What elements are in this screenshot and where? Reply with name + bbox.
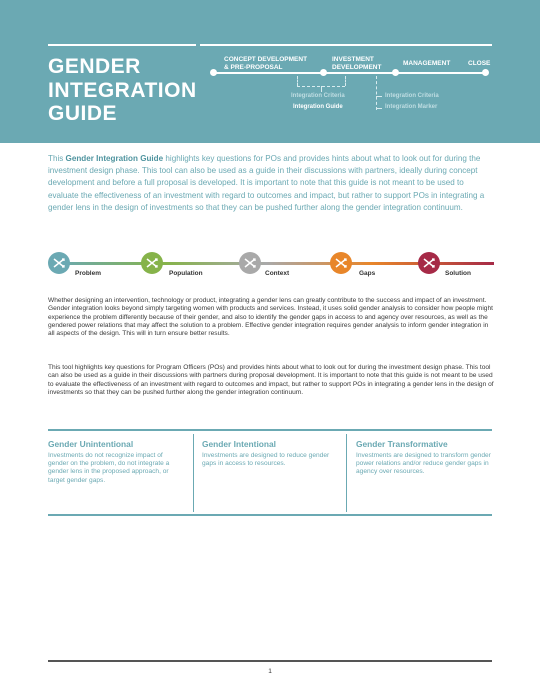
bracket-right [376,76,377,110]
column-title-transformative: Gender Transformative [356,439,448,449]
header-band [0,0,540,143]
sub-label-marker: Integration Marker [385,104,438,110]
column-divider-2 [346,434,347,512]
continuum-node-solution [418,252,440,274]
bracket-left-a [297,76,298,86]
continuum-label-context: Context [265,270,290,277]
bracket-right-h1 [376,96,382,97]
column-text-intentional: Investments are designed to reduce gender gaps in access to resources. [202,452,330,468]
column-text-transformative: Investments are designed to transform gender power relations and/or reduce gender gaps in agency over resources. [356,452,491,476]
column-divider-1 [193,434,194,512]
column-title-intentional: Gender Intentional [202,439,276,449]
title-line-3: GUIDE [48,102,118,125]
sub-label-guide: Integration Guide [293,104,343,110]
continuum-node-problem [48,252,70,274]
footer-rule [48,660,492,662]
cross-arrows-icon [422,256,436,270]
title-line-2: INTEGRATION [48,78,197,102]
sub-label-criteria-left: Integration Criteria [291,93,345,99]
stage-label-investment: INVESTMENT DEVELOPMENT [332,56,382,71]
bracket-right-h2 [376,108,382,109]
sub-label-criteria-right: Integration Criteria [385,93,439,99]
cross-arrows-icon [145,256,159,270]
continuum-node-context [239,252,261,274]
continuum-label-problem: Problem [75,270,102,277]
continuum-label-population: Population [169,270,203,277]
title-rule [48,44,196,46]
stage-dot-management [392,69,399,76]
bracket-left-stem [321,86,322,92]
title-line-1: GENDER [48,55,141,78]
stage-label-management: MANAGEMENT [403,60,451,67]
body-paragraph-2: This tool highlights key questions for Program Officers (POs) and provides hints about what to look out for during the investment design phase. This tool can also be used as a guide in their discussions with partners during proposal development. It is important to note that this guide is not meant to be used to evaluate the effectiveness of an investment with regard to outcomes and impact, but rather to support POs in integrating a gender lens in the design of investments so that they can be pushed further along the gender integration continuum. [48,364,494,396]
stage-dot-concept [210,69,217,76]
column-text-unintentional: Investments do not recognize impact of gender on the problem, do not integrate a gender lens in the proposed approach, or target gender gaps. [48,452,170,484]
column-intentional [202,439,338,468]
column-title-unintentional: Gender Unintentional [48,439,134,449]
cross-arrows-icon [334,256,348,270]
continuum-node-population [141,252,163,274]
stage-timeline [212,72,486,74]
columns-bottom-rule [48,514,492,516]
bracket-left-b [345,76,346,86]
cross-arrows-icon [52,256,66,270]
body-paragraph-1: Whether designing an intervention, technology or product, integrating a gender lens can greatly contribute to the success and impact of an investment. Gender integration looks beyond simply targeting women with products and services. Instead, it uses solid gender analysis to consider how people might experience the problem differently because of their gender, and also to identify the gender gaps in access to and agency over resources, as well as the gendered power relations that may affect the solution to a problem. Effective gender integration requires gender analysis to inform gender integration in all aspects of the design. This will in turn ensure better results. [48,297,493,338]
stage-dot-close [482,69,489,76]
stage-rule [200,44,492,46]
intro-prefix: This [48,154,66,163]
columns-top-rule [48,429,492,431]
column-transformative [356,439,492,477]
stage-label-close: CLOSE [468,60,491,67]
intro-paragraph [48,153,496,214]
continuum-node-gaps [330,252,352,274]
stage-label-concept: CONCEPT DEVELOPMENT & PRE-PROPOSAL [224,56,308,71]
stage-dot-investment [320,69,327,76]
page-number: 1 [268,668,272,675]
continuum-label-gaps: Gaps [359,270,376,277]
page-title [48,55,197,126]
column-unintentional [48,439,184,485]
gender-continuum [48,252,494,282]
intro-rest: highlights key questions for POs and provides hints about what to look out for during the investment design phase. This tool can also be used as a guide in their discussions with partners, ideally during concept development and before a full proposal is developed. It is important to note that this guide is not meant to be used to evaluate the effectiveness of an investment with regard to outcomes and impact, but rather to support POs in integrating a gender lens in the design of investments so that they can be pushed further along the gender integration continuum. [48,154,485,212]
cross-arrows-icon [243,256,257,270]
intro-highlight: Gender Integration Guide [65,154,164,163]
continuum-label-solution: Solution [445,270,471,277]
